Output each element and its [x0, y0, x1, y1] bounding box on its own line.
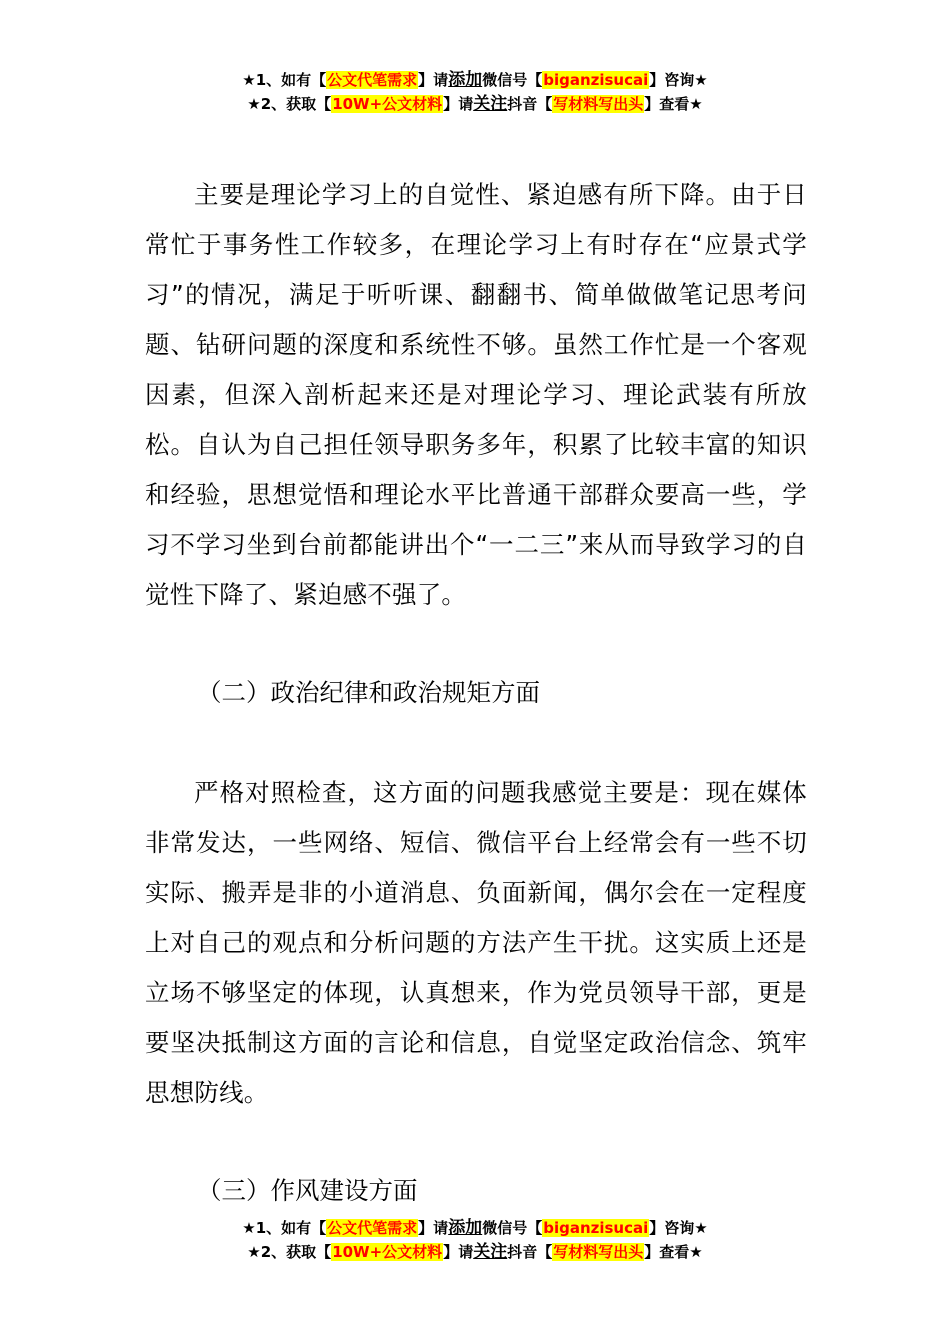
header-banner: [0, 68, 950, 116]
banner-text: 2、获取【: [260, 95, 332, 113]
paragraph-theory-study: 主要是理论学习上的自觉性、紧迫感有所下降。由于日常忙于事务性工作较多，在理论学习上有时存在“应景式学习”的情况，满足于听听课、翻翻书、简单做做笔记思考问题、钻研问题的深度和系统性不够。虽然工作忙是一个客观因素，但深入剖析起来还是对理论学习、理论武装有所放松。自认为自己担任领导职务多年，积累了比较丰富的知识和经验，思想觉悟和理论水平比普通干部群众要高一些，学习不学习坐到台前都能讲出个“一二三”来从而导致学习的自觉性下降了、紧迫感不强了。: [145, 180, 807, 609]
highlight-wechat-id: biganzisucai: [543, 71, 649, 89]
star-icon: ★: [247, 1243, 261, 1261]
emphasis-text: 关注: [473, 1242, 508, 1262]
star-icon: ★: [242, 1219, 256, 1237]
emphasis-text: 添加: [448, 70, 483, 90]
highlight-douyin-account: 写材料写出头: [553, 95, 644, 113]
banner-text: 】请: [418, 1219, 449, 1237]
banner-text: 】查看★: [644, 95, 703, 113]
star-icon: ★: [242, 71, 256, 89]
highlight-materials: 10W+公文材料: [332, 95, 443, 113]
banner-text: 微信号【: [482, 71, 543, 89]
emphasis-text: 关注: [473, 94, 508, 114]
banner-text: 】请: [443, 1243, 474, 1261]
section-heading-political-discipline: （二）政治纪律和政治规矩方面: [197, 678, 540, 707]
banner-text: 抖音【: [507, 95, 553, 113]
highlight-service: 公文代笔需求: [327, 1219, 418, 1237]
banner-line-2: [0, 1240, 950, 1264]
paragraph-political-discipline: 严格对照检查，这方面的问题我感觉主要是：现在媒体非常发达，一些网络、短信、微信平台上经常会有一些不切实际、搬弄是非的小道消息、负面新闻，偶尔会在一定程度上对自己的观点和分析问题的方法产生干扰。这实质上还是立场不够坚定的体现，认真想来，作为党员领导干部，更是要坚决抵制这方面的言论和信息，自觉坚定政治信念、筑牢思想防线。: [145, 778, 807, 1107]
banner-line-2: [0, 92, 950, 116]
banner-line-1: [0, 68, 950, 92]
highlight-service: 公文代笔需求: [327, 71, 418, 89]
banner-text: 】查看★: [644, 1243, 703, 1261]
star-icon: ★: [247, 95, 261, 113]
banner-text: 】咨询★: [649, 1219, 708, 1237]
banner-text: 】请: [443, 95, 474, 113]
highlight-materials: 10W+公文材料: [332, 1243, 443, 1261]
highlight-douyin-account: 写材料写出头: [553, 1243, 644, 1261]
section-heading-work-style: （三）作风建设方面: [197, 1176, 418, 1205]
emphasis-text: 添加: [448, 1218, 483, 1238]
banner-text: 2、获取【: [260, 1243, 332, 1261]
banner-text: 抖音【: [507, 1243, 553, 1261]
banner-text: 1、如有【: [255, 71, 327, 89]
footer-banner: [0, 1216, 950, 1264]
banner-line-1: [0, 1216, 950, 1240]
highlight-wechat-id: biganzisucai: [543, 1219, 649, 1237]
banner-text: 微信号【: [482, 1219, 543, 1237]
banner-text: 】咨询★: [649, 71, 708, 89]
banner-text: 】请: [418, 71, 449, 89]
banner-text: 1、如有【: [255, 1219, 327, 1237]
